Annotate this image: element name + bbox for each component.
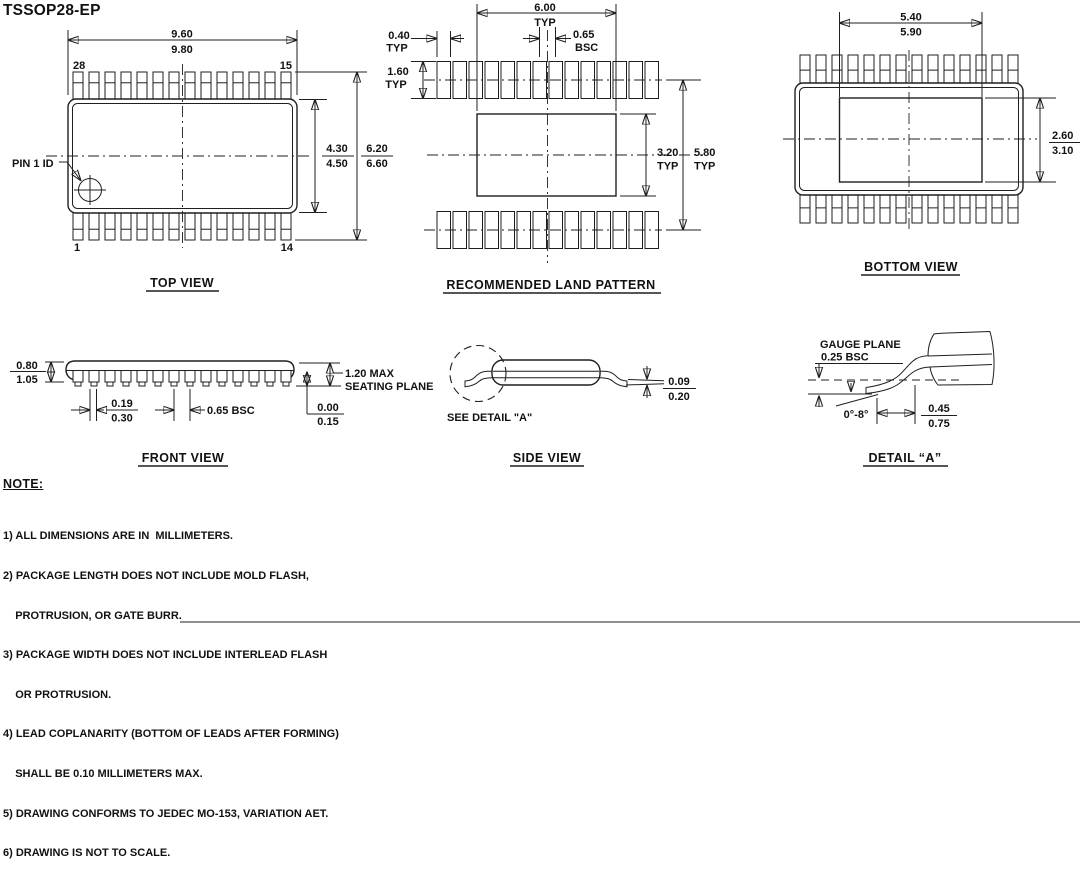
- notes-heading: NOTE:: [3, 477, 44, 491]
- dim-thermal-w: 6.00: [534, 2, 556, 14]
- dim-row-span-suffix: TYP: [694, 160, 716, 173]
- gauge-offset-label: 0.25 BSC: [821, 351, 869, 364]
- dim-standoff-upper: 0.00: [317, 402, 339, 414]
- dim-pitch: 0.65 BSC: [207, 405, 255, 417]
- pin-number-28: 28: [73, 60, 86, 72]
- lead-profile: [866, 356, 930, 394]
- pin-number-15: 15: [279, 60, 292, 72]
- right-lead: [600, 371, 627, 387]
- seating-plane-label: SEATING PLANE: [345, 381, 434, 393]
- dim-overall-upper: 6.20: [366, 143, 388, 155]
- top-view-pins-top: [73, 72, 291, 99]
- dim-thermal-h: 3.20: [657, 147, 679, 159]
- pin-number-1: 1: [74, 242, 81, 254]
- package-body-profile: [492, 360, 600, 385]
- top-view-title: TOP VIEW: [150, 276, 214, 290]
- bottom-view-title: BOTTOM VIEW: [864, 260, 958, 274]
- detail-a: [808, 332, 994, 467]
- note-line: 1) ALL DIMENSIONS ARE IN MILLIMETERS.: [3, 530, 233, 543]
- see-detail-label: SEE DETAIL "A": [447, 412, 533, 424]
- notes-block: [3, 504, 339, 887]
- angle-label: 0°-8°: [843, 409, 869, 421]
- dim-thickness-lower: 0.20: [668, 391, 690, 403]
- dim-pad-h-upper: 2.60: [1052, 130, 1074, 142]
- detail-a-callout-circle: [450, 346, 506, 402]
- gauge-plane-label: GAUGE PLANE: [820, 339, 901, 351]
- dim-pad-h-lower: 3.10: [1052, 145, 1074, 157]
- note-line: 2) PACKAGE LENGTH DOES NOT INCLUDE MOLD FLASH,: [3, 570, 309, 583]
- dim-pad-w-upper: 5.40: [900, 11, 922, 24]
- dim-foot-upper: 0.45: [928, 403, 950, 415]
- dim-height-upper: 0.80: [16, 360, 38, 372]
- dim-pad-h-suffix: TYP: [385, 79, 407, 91]
- dim-width-lower: 9.80: [171, 44, 193, 56]
- land-pattern: [385, 2, 715, 293]
- dim-pad-w: 0.40: [388, 30, 410, 42]
- detail-a-title: DETAIL “A”: [868, 451, 942, 465]
- dim-thermal-w-suffix: TYP: [534, 17, 556, 29]
- exposed-pad: [840, 98, 983, 182]
- ext-line: [626, 384, 664, 385]
- dim-overall-lower: 6.60: [366, 158, 388, 170]
- dim-pad-w-lower: 5.90: [900, 26, 922, 39]
- note-line: 6) DRAWING IS NOT TO SCALE.: [3, 847, 171, 860]
- front-view-leads: [73, 371, 291, 387]
- dim-max: 1.20 MAX: [345, 368, 394, 380]
- page-title: TSSOP28-EP: [3, 2, 101, 19]
- dim-lead-w-upper: 0.19: [111, 398, 133, 410]
- dim-body-lower: 4.50: [326, 158, 348, 170]
- land-pattern-title: RECOMMENDED LAND PATTERN: [446, 278, 656, 292]
- front-view-title: FRONT VIEW: [141, 451, 225, 465]
- pin-number-14: 14: [280, 242, 293, 254]
- dim-width-upper: 9.60: [171, 28, 193, 41]
- dim-row-span: 5.80: [694, 147, 716, 159]
- package-body-profile: [928, 332, 994, 386]
- side-view-title: SIDE VIEW: [512, 451, 582, 465]
- left-lead: [465, 371, 492, 387]
- leader-line: [59, 162, 81, 181]
- lead-band-line: [930, 365, 992, 368]
- dim-height-lower: 1.05: [16, 374, 38, 386]
- pin1-id-label: PIN 1 ID: [12, 158, 54, 170]
- dim-pad-w-suffix: TYP: [386, 42, 408, 55]
- dim-lead-w-lower: 0.30: [111, 412, 133, 425]
- dim-body-upper: 4.30: [326, 143, 348, 155]
- note-line: 5) DRAWING CONFORMS TO JEDEC MO-153, VARIATION AET.: [3, 807, 329, 820]
- note-line: 3) PACKAGE WIDTH DOES NOT INCLUDE INTERLEAD FLASH: [3, 649, 328, 662]
- top-view: [12, 29, 393, 292]
- side-view: [447, 346, 696, 467]
- dim-standoff-lower: 0.15: [317, 416, 339, 428]
- bottom-view: [783, 12, 1080, 276]
- dim-pitch-suffix: BSC: [575, 42, 599, 54]
- top-view-pins-bottom: [73, 213, 291, 240]
- dim-foot-lower: 0.75: [928, 418, 950, 430]
- ext-line: [628, 380, 664, 381]
- dim-thickness-upper: 0.09: [668, 376, 690, 388]
- lead-band-line: [928, 354, 992, 356]
- note-line: OR PROTRUSION.: [3, 688, 112, 701]
- note-line: PROTRUSION, OR GATE BURR.: [3, 609, 182, 622]
- dim-thermal-h-suffix: TYP: [657, 160, 679, 173]
- lead-angle-line: [836, 395, 878, 407]
- note-line: 4) LEAD COPLANARITY (BOTTOM OF LEADS AFTER FORMING): [3, 728, 339, 741]
- dim-pitch: 0.65: [573, 29, 595, 41]
- dim-pad-h: 1.60: [387, 66, 409, 78]
- front-view: [10, 360, 433, 466]
- note-line: SHALL BE 0.10 MILLIMETERS MAX.: [3, 768, 203, 781]
